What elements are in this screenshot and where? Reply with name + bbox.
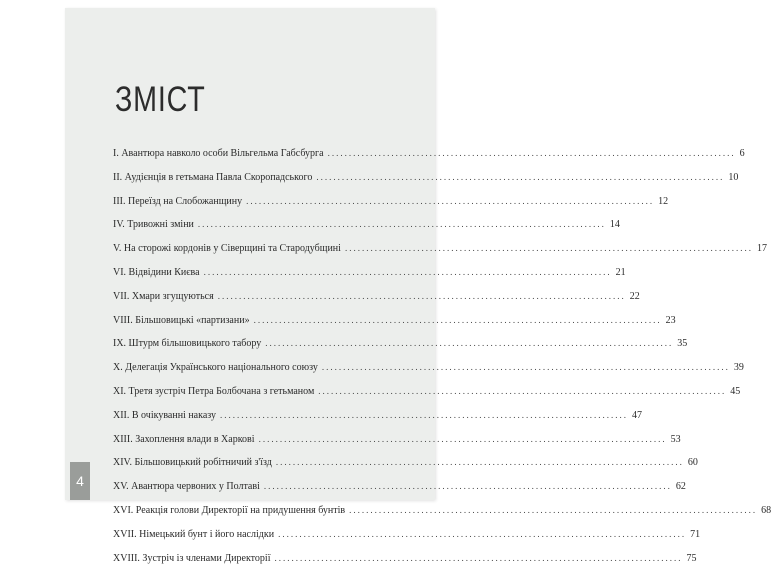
- toc-entry-title: XVI. Реакція голови Директорії на придушення бунтів: [113, 504, 346, 516]
- book-page: [65, 8, 771, 564]
- toc-entry-title: IV. Тривожні зміни: [113, 219, 194, 231]
- toc-entry-page: 45: [730, 385, 741, 397]
- toc-entry-title: II. Аудієнція в гетьмана Павла Скоропадського: [113, 171, 313, 183]
- toc-entry: [113, 148, 745, 172]
- toc-entry: [113, 433, 681, 458]
- toc-entry-page: 68: [761, 504, 771, 516]
- toc-entry-title: V. На сторожі кордонів у Сіверщині та Стародубщині: [113, 243, 341, 255]
- dot-leader: [274, 553, 682, 563]
- toc-entry-page: 47: [632, 409, 643, 421]
- toc-entry-title: I. Авантюра навколо особи Вільгельма Габсбурга: [113, 148, 324, 159]
- dot-leader: [316, 172, 724, 182]
- toc-entry-title: XV. Авантюра червоних у Полтаві: [113, 481, 260, 493]
- page-number-tab: [70, 462, 90, 500]
- dot-leader: [278, 529, 686, 539]
- toc-entry-title: VI. Відвідини Києва: [113, 266, 200, 278]
- dot-leader: [349, 505, 757, 515]
- toc-entry-title: VIII. Більшовицькі «партизани»: [113, 314, 250, 326]
- dot-leader: [246, 196, 654, 206]
- toc-entry: [113, 504, 771, 529]
- dot-leader: [259, 434, 667, 444]
- toc-entry-page: 17: [756, 243, 767, 255]
- toc-entry-title: XVIII. Зустріч із членами Директорії: [113, 552, 271, 564]
- toc-entry-title: XIV. Більшовицький робітничий з'їзд: [113, 457, 272, 469]
- toc-entry-page: 39: [733, 362, 744, 374]
- toc-entry: [113, 243, 767, 267]
- toc-entry-title: XVII. Німецький бунт і його наслідки: [113, 528, 275, 540]
- dot-leader: [218, 291, 626, 301]
- dot-leader: [322, 362, 730, 372]
- toc-entry: [113, 266, 626, 291]
- dot-leader: [318, 386, 726, 396]
- toc-entry: [113, 409, 643, 434]
- toc-entry: [113, 481, 686, 505]
- toc-entry-page: 12: [658, 195, 669, 207]
- toc-entry-title: III. Переїзд на Слобожанщину: [113, 195, 243, 207]
- toc-entry-title: XIII. Захоплення влади в Харкові: [113, 433, 255, 445]
- toc-entry: [113, 528, 701, 553]
- toc-entry: [113, 552, 697, 576]
- toc-entry-page: 14: [609, 219, 620, 231]
- toc-entry: [113, 219, 620, 243]
- dot-leader: [345, 243, 753, 253]
- toc-entry-page: 75: [686, 552, 697, 564]
- toc-entry: [113, 314, 676, 339]
- toc-entry-title: X. Делегація Українського національного союзу: [113, 362, 318, 374]
- toc-entry: [113, 195, 669, 220]
- toc-entry: [113, 385, 741, 410]
- toc-entry-title: XI. Третя зустріч Петра Болбочана з гетьманом: [113, 385, 315, 397]
- toc-entry-page: 35: [677, 338, 688, 350]
- toc-entry-page: 60: [687, 457, 698, 469]
- toc-entry-title: VII. Хмари згущуються: [113, 290, 214, 302]
- toc-entry-title: XII. В очікуванні наказу: [113, 409, 217, 421]
- toc-entry: [113, 457, 698, 481]
- toc-entry-page: 10: [728, 171, 739, 183]
- dot-leader: [204, 267, 612, 277]
- dot-leader: [264, 481, 672, 491]
- toc-entry-page: 23: [665, 314, 676, 326]
- dot-leader: [254, 315, 662, 325]
- toc-entry-page: 53: [670, 433, 681, 445]
- toc-entry-page: 62: [675, 481, 686, 493]
- dot-leader: [276, 457, 684, 467]
- toc-entry: [113, 171, 739, 196]
- toc-entry-title: IX. Штурм більшовицького табору: [113, 338, 262, 350]
- dot-leader: [220, 410, 628, 420]
- toc-entry-page: 22: [629, 290, 640, 302]
- dot-leader: [265, 338, 673, 348]
- toc-entry: [113, 290, 640, 315]
- toc-entry-page: 21: [615, 266, 626, 278]
- page-number: 4: [76, 473, 84, 489]
- dot-leader: [328, 148, 736, 158]
- toc-entry-page: 6: [739, 148, 745, 159]
- dot-leader: [198, 219, 606, 229]
- table-of-contents: [113, 148, 771, 576]
- toc-entry-page: 71: [690, 528, 701, 540]
- toc-entry: [113, 338, 688, 362]
- page-title: ЗМІСТ: [115, 80, 206, 119]
- toc-entry: [113, 362, 744, 386]
